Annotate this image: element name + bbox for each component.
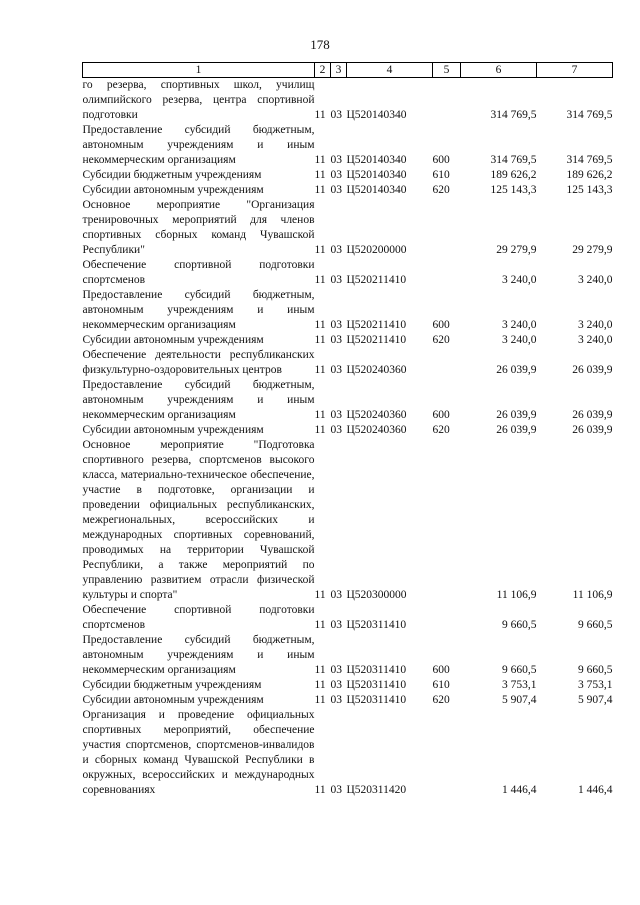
- row-amount-col7: 26 039,9: [572, 424, 613, 436]
- row-name: Обеспечение спортивной подготовки спортсменов: [82, 259, 315, 286]
- row-expense-type: [433, 78, 461, 124]
- table-row: [83, 78, 613, 124]
- row-section: 11: [314, 274, 326, 286]
- row-expense-type: 620: [432, 424, 450, 436]
- row-amount-col6: 11 106,9: [496, 589, 537, 601]
- column-header-3: 3: [331, 63, 347, 78]
- row-name: го резерва, спортивных школ, училищ олимпийского резерва, центра спортивной подготовки: [82, 79, 315, 121]
- row-amount-col6: 3 753,1: [502, 679, 537, 691]
- table-row: [83, 288, 613, 333]
- row-section: 11: [314, 319, 326, 331]
- table-row: [83, 183, 613, 198]
- row-amount-col6: 9 660,5: [502, 664, 537, 676]
- row-amount-col7: 26 039,9: [572, 409, 613, 421]
- row-amount-col7: 189 626,2: [566, 169, 613, 181]
- row-section: 11: [314, 679, 326, 691]
- row-subsection: 03: [330, 334, 342, 346]
- row-name: Обеспечение спортивной подготовки спортсменов: [82, 604, 315, 631]
- row-target-code: Ц520311410: [346, 619, 407, 631]
- row-amount-col7: 5 907,4: [578, 694, 613, 706]
- row-amount-col7: 9 660,5: [578, 619, 613, 631]
- row-target-code: Ц520311410: [346, 694, 407, 706]
- table-row: [83, 378, 613, 423]
- row-amount-col7: 314 769,5: [566, 109, 613, 121]
- row-expense-type: 620: [432, 334, 450, 346]
- row-target-code: Ц520140340: [346, 109, 407, 121]
- row-name: Субсидии автономным учреждениям: [82, 184, 264, 196]
- row-amount-col6: 9 660,5: [502, 619, 537, 631]
- row-amount-col6: 125 143,3: [490, 184, 537, 196]
- table-row: [83, 333, 613, 348]
- table-row: [83, 348, 613, 378]
- row-amount-col6: 3 240,0: [502, 334, 537, 346]
- row-subsection: 03: [330, 694, 342, 706]
- row-subsection: 03: [330, 424, 342, 436]
- row-amount-col6: 314 769,5: [490, 109, 537, 121]
- row-expense-type: 610: [432, 169, 450, 181]
- row-subsection: 03: [330, 319, 342, 331]
- row-target-code: Ц520211410: [346, 274, 407, 286]
- table-row: [83, 123, 613, 168]
- row-subsection: 03: [330, 109, 342, 121]
- row-name: Субсидии автономным учреждениям: [82, 694, 264, 706]
- row-expense-type: [433, 438, 461, 603]
- column-header-4: 4: [347, 63, 433, 78]
- row-subsection: 03: [330, 364, 342, 376]
- row-expense-type: 600: [432, 409, 450, 421]
- row-section: 11: [314, 664, 326, 676]
- row-amount-col7: 125 143,3: [566, 184, 613, 196]
- row-amount-col7: 3 753,1: [578, 679, 613, 691]
- row-target-code: Ц520140340: [346, 154, 407, 166]
- row-name: Обеспечение деятельности республиканских физкультурно-оздоровительных центров: [82, 349, 315, 376]
- row-amount-col6: 29 279,9: [496, 244, 537, 256]
- row-subsection: 03: [330, 184, 342, 196]
- row-amount-col6: 3 240,0: [502, 319, 537, 331]
- row-name: Предоставление субсидий бюджетным, автономным учреждениям и иным некоммерческим организациям: [82, 634, 315, 676]
- row-section: 11: [314, 619, 326, 631]
- table-header-row: [83, 63, 613, 78]
- row-amount-col7: 3 240,0: [578, 319, 613, 331]
- row-amount-col6: 314 769,5: [490, 154, 537, 166]
- row-subsection: 03: [330, 169, 342, 181]
- row-amount-col7: 29 279,9: [572, 244, 613, 256]
- row-name: Предоставление субсидий бюджетным, автономным учреждениям и иным некоммерческим организациям: [82, 379, 315, 421]
- row-section: 11: [314, 784, 326, 796]
- table-row: [83, 633, 613, 678]
- row-expense-type: [433, 708, 461, 798]
- column-header-5: 5: [433, 63, 461, 78]
- row-target-code: Ц520240360: [346, 409, 407, 421]
- row-expense-type: 600: [432, 664, 450, 676]
- row-name: Основное мероприятие "Подготовка спортивного резерва, спортсменов высокого класса, материально-техническое обеспечение, участие в подготовке, организации и проведении официальных республиканских, межрегиональных, всероссийских и международных спортивных соревнований, проводимых на территории Чувашской Республики, а также мероприятий по управлению развитием отрасли физической культуры и спорта": [82, 439, 315, 601]
- row-expense-type: [433, 258, 461, 288]
- row-subsection: 03: [330, 589, 342, 601]
- row-subsection: 03: [330, 274, 342, 286]
- table-row: [83, 258, 613, 288]
- row-expense-type: 600: [432, 154, 450, 166]
- row-name: Субсидии бюджетным учреждениям: [82, 679, 262, 691]
- row-expense-type: 600: [432, 319, 450, 331]
- row-amount-col7: 3 240,0: [578, 334, 613, 346]
- row-target-code: Ц520211410: [346, 319, 407, 331]
- row-section: 11: [314, 184, 326, 196]
- column-header-2: 2: [315, 63, 331, 78]
- row-amount-col6: 189 626,2: [490, 169, 537, 181]
- table-row: [83, 693, 613, 708]
- column-header-1: 1: [83, 63, 315, 78]
- row-section: 11: [314, 694, 326, 706]
- row-amount-col6: 5 907,4: [502, 694, 537, 706]
- row-expense-type: 620: [432, 184, 450, 196]
- row-target-code: Ц520140340: [346, 184, 407, 196]
- row-subsection: 03: [330, 244, 342, 256]
- row-subsection: 03: [330, 784, 342, 796]
- row-target-code: Ц520311420: [346, 784, 407, 796]
- table-row: [83, 438, 613, 603]
- row-amount-col7: 1 446,4: [578, 784, 613, 796]
- row-amount-col7: 26 039,9: [572, 364, 613, 376]
- row-name: Предоставление субсидий бюджетным, автономным учреждениям и иным некоммерческим организациям: [82, 289, 315, 331]
- column-header-6: 6: [461, 63, 537, 78]
- row-name: Субсидии автономным учреждениям: [82, 334, 264, 346]
- row-amount-col7: 314 769,5: [566, 154, 613, 166]
- row-subsection: 03: [330, 619, 342, 631]
- table-body: [83, 78, 613, 799]
- row-target-code: Ц520240360: [346, 424, 407, 436]
- row-name: Основное мероприятие "Организация тренировочных мероприятий для членов спортивных сборных команд Чувашской Республики": [82, 199, 315, 256]
- row-section: 11: [314, 364, 326, 376]
- row-target-code: Ц520300000: [346, 589, 407, 601]
- row-section: 11: [314, 334, 326, 346]
- row-name: Субсидии бюджетным учреждениям: [82, 169, 262, 181]
- row-amount-col7: 11 106,9: [572, 589, 613, 601]
- row-section: 11: [314, 109, 326, 121]
- table-row: [83, 168, 613, 183]
- row-amount-col6: 1 446,4: [502, 784, 537, 796]
- row-expense-type: [433, 348, 461, 378]
- row-name: Организация и проведение официальных спортивных мероприятий, обеспечение участия спортсменов, спортсменов-инвалидов и сборных команд Чувашской Республики в окружных, всероссийских и международных соревнованиях: [82, 709, 315, 796]
- row-amount-col7: 9 660,5: [578, 664, 613, 676]
- row-name: Предоставление субсидий бюджетным, автономным учреждениям и иным некоммерческим организациям: [82, 124, 315, 166]
- table-row: [83, 198, 613, 258]
- row-section: 11: [314, 409, 326, 421]
- table-row: [83, 423, 613, 438]
- row-section: 11: [314, 589, 326, 601]
- row-section: 11: [314, 154, 326, 166]
- row-subsection: 03: [330, 664, 342, 676]
- row-target-code: Ц520140340: [346, 169, 407, 181]
- row-amount-col6: 26 039,9: [496, 424, 537, 436]
- row-target-code: Ц520211410: [346, 334, 407, 346]
- row-target-code: Ц520311410: [346, 664, 407, 676]
- row-target-code: Ц520311410: [346, 679, 407, 691]
- page-number: 178: [310, 37, 330, 52]
- budget-table: [82, 62, 613, 798]
- table-row: [83, 603, 613, 633]
- row-amount-col6: 26 039,9: [496, 364, 537, 376]
- row-section: 11: [314, 244, 326, 256]
- row-name: Субсидии автономным учреждениям: [82, 424, 264, 436]
- row-amount-col6: 3 240,0: [502, 274, 537, 286]
- row-subsection: 03: [330, 409, 342, 421]
- row-amount-col6: 26 039,9: [496, 409, 537, 421]
- column-header-7: 7: [537, 63, 613, 78]
- table-row: [83, 708, 613, 798]
- row-expense-type: [433, 198, 461, 258]
- row-target-code: Ц520240360: [346, 364, 407, 376]
- row-subsection: 03: [330, 154, 342, 166]
- row-expense-type: 610: [432, 679, 450, 691]
- row-section: 11: [314, 169, 326, 181]
- row-subsection: 03: [330, 679, 342, 691]
- row-amount-col7: 3 240,0: [578, 274, 613, 286]
- row-section: 11: [314, 424, 326, 436]
- row-expense-type: [433, 603, 461, 633]
- row-expense-type: 620: [432, 694, 450, 706]
- row-target-code: Ц520200000: [346, 244, 407, 256]
- table-row: [83, 678, 613, 693]
